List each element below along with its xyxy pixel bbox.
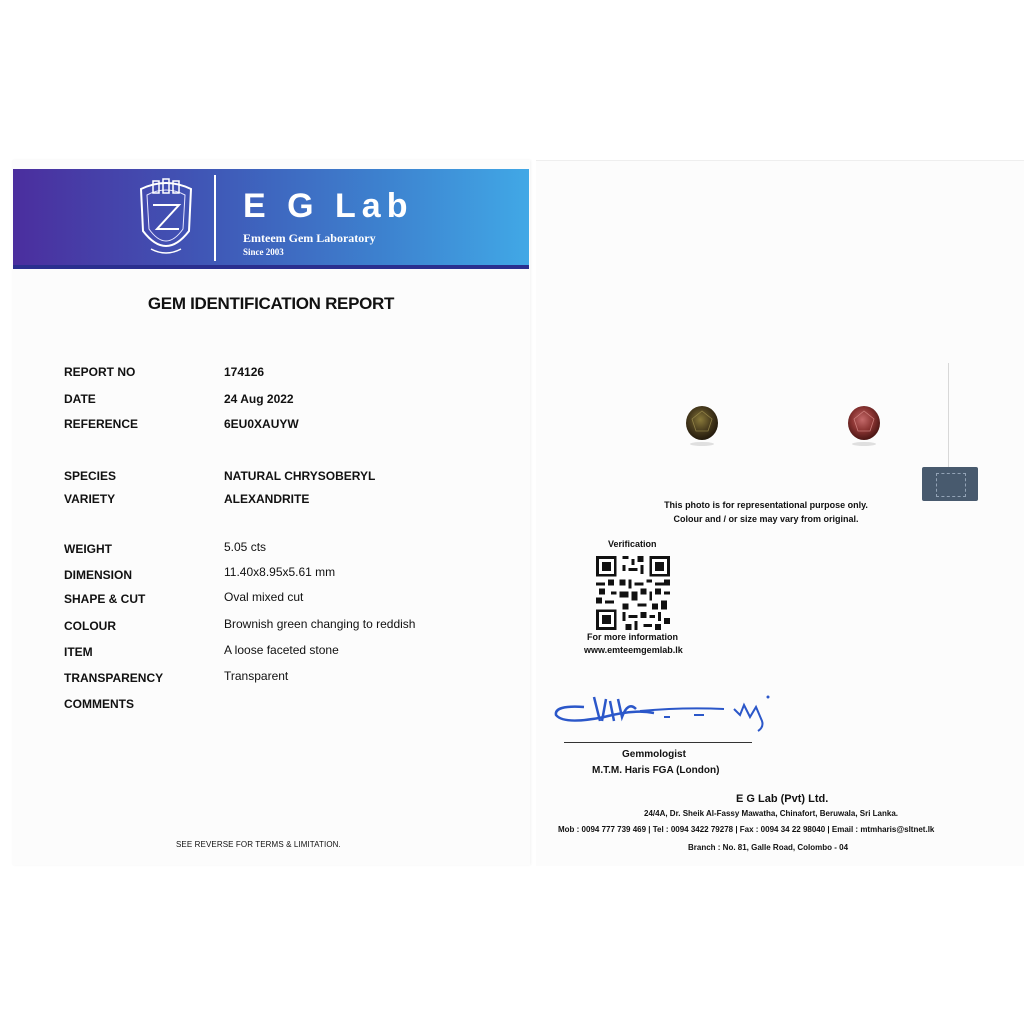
gem-photo-area bbox=[618, 363, 952, 501]
field-label-report-no: REPORT NO bbox=[64, 365, 136, 379]
banner-divider bbox=[214, 175, 216, 261]
field-label-colour: COLOUR bbox=[64, 619, 116, 633]
report-front-page bbox=[12, 160, 530, 865]
reverse-terms-note: SEE REVERSE FOR TERMS & LIMITATION. bbox=[176, 840, 341, 849]
field-label-reference: REFERENCE bbox=[64, 417, 139, 431]
field-label-transparency: TRANSPARENCY bbox=[64, 671, 164, 685]
more-info-label: For more information bbox=[587, 632, 679, 642]
gem-green-icon bbox=[684, 405, 720, 447]
scale-block bbox=[922, 467, 978, 501]
company-branch: Branch : No. 81, Galle Road, Colombo - 04 bbox=[688, 843, 849, 852]
photo-disclaimer-line2: Colour and / or size may vary from original. bbox=[673, 514, 859, 524]
field-label-dimension: DIMENSION bbox=[64, 568, 133, 582]
field-value-variety: ALEXANDRITE bbox=[224, 492, 310, 506]
gemmologist-title: Gemmologist bbox=[622, 749, 686, 760]
field-value-transparency: Transparent bbox=[224, 669, 289, 683]
report-photo-page bbox=[536, 160, 1024, 866]
gemmologist-name: M.T.M. Haris FGA (London) bbox=[592, 765, 720, 776]
lab-full-name: Emteem Gem Laboratory bbox=[243, 231, 376, 245]
field-value-weight: 5.05 cts bbox=[224, 540, 267, 554]
gemmologist-signature-icon bbox=[544, 687, 794, 737]
website-link[interactable]: www.emteemgemlab.lk bbox=[584, 645, 683, 655]
verification-label: Verification bbox=[608, 539, 657, 549]
lab-crest-logo-icon bbox=[131, 175, 201, 265]
field-value-species: NATURAL CHRYSOBERYL bbox=[224, 469, 376, 483]
field-value-report-no: 174126 bbox=[224, 365, 265, 379]
photo-disclaimer-line1: This photo is for representational purpose only. bbox=[664, 500, 868, 510]
company-contacts: Mob : 0094 777 739 469 | Tel : 0094 3422 79278 | Fax : 0094 34 22 98040 | Email : mtmharis@sltnet.lk bbox=[558, 825, 935, 834]
field-label-date: DATE bbox=[64, 392, 96, 406]
field-label-weight: WEIGHT bbox=[64, 542, 112, 556]
lab-since: Since 2003 bbox=[243, 247, 284, 257]
field-label-item: ITEM bbox=[64, 645, 93, 659]
company-name: E G Lab (Pvt) Ltd. bbox=[736, 793, 829, 805]
field-label-shape-cut: SHAPE & CUT bbox=[64, 592, 146, 606]
gem-red-icon bbox=[846, 405, 882, 447]
field-label-comments: COMMENTS bbox=[64, 697, 134, 711]
field-value-shape-cut: Oval mixed cut bbox=[224, 590, 304, 604]
field-value-colour: Brownish green changing to reddish bbox=[224, 617, 416, 631]
field-value-reference: 6EU0XAUYW bbox=[224, 417, 299, 431]
photo-divider-line bbox=[948, 363, 949, 475]
header-banner bbox=[13, 169, 529, 269]
report-title: GEM IDENTIFICATION REPORT bbox=[147, 294, 395, 313]
field-value-item: A loose faceted stone bbox=[224, 643, 339, 657]
qr-code-icon[interactable] bbox=[596, 556, 670, 630]
lab-name: E G Lab bbox=[243, 187, 414, 225]
company-address: 24/4A, Dr. Sheik Al-Fassy Mawatha, Chinafort, Beruwala, Sri Lanka. bbox=[644, 809, 899, 818]
field-label-species: SPECIES bbox=[64, 469, 117, 483]
field-value-date: 24 Aug 2022 bbox=[224, 392, 294, 406]
signature-line bbox=[564, 742, 752, 743]
field-value-dimension: 11.40x8.95x5.61 mm bbox=[224, 565, 336, 579]
field-label-variety: VARIETY bbox=[64, 492, 116, 506]
